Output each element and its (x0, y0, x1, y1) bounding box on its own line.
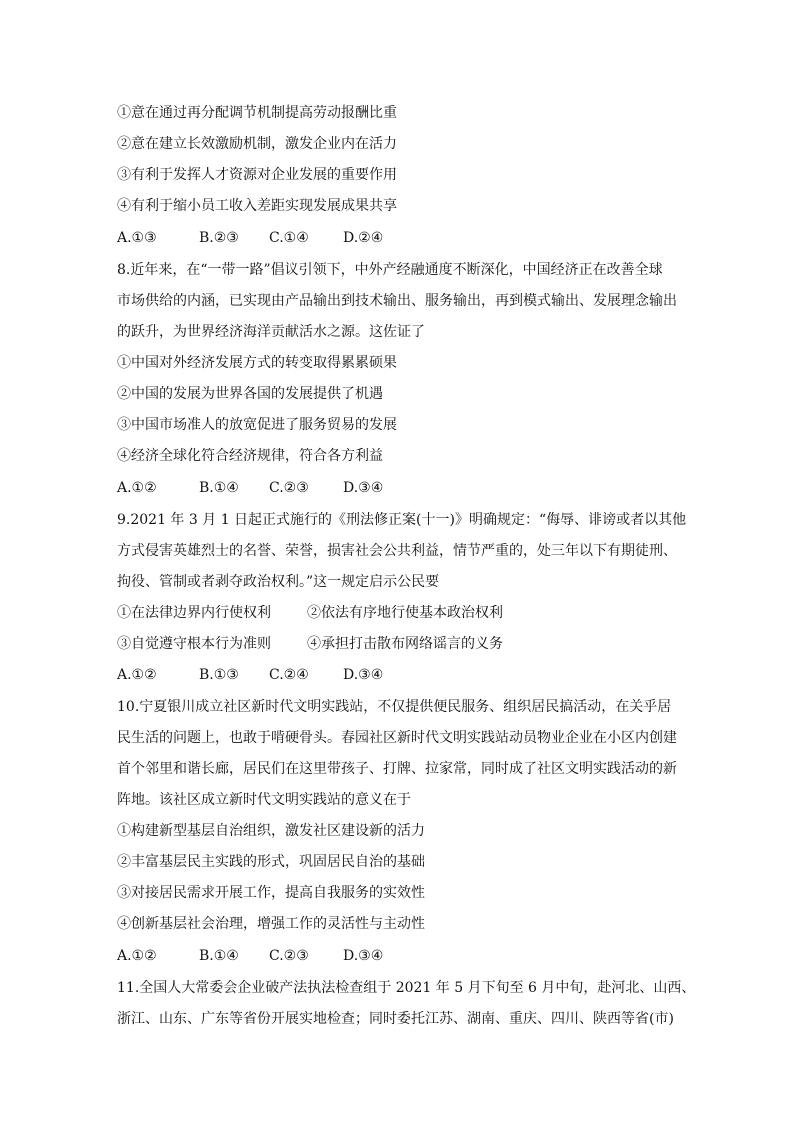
q9-choices (117, 665, 403, 685)
q8-option-2: ②中国的发展为世界各国的发展提供了机遇 (117, 386, 383, 402)
q8-option-4: ④经济全球化符合经济规律，符合各方利益 (117, 448, 383, 464)
q8-option-1: ①中国对外经济发展方式的转变取得累累硕果 (117, 355, 397, 371)
q10-choice-b: B.①④ (199, 948, 239, 964)
q9-choice-d: D.③④ (343, 667, 384, 683)
q10-stem-line-1: 10.宁夏银川成立社区新时代文明实践站，不仅提供便民服务、组织居民搞活动，在关乎居 (117, 699, 672, 715)
q8-stem-line-2: 市场供给的内涵，已实现由产品输出到技术输出、服务输出，再到模式输出、发展理念输出 (117, 293, 677, 309)
q9-options-row-1 (117, 603, 503, 623)
q10-option-4: ④创新基层社会治理，增强工作的灵活性与主动性 (117, 916, 425, 932)
q10-choice-d: D.③④ (343, 948, 384, 964)
q7-choice-a: A.①③ (117, 230, 157, 246)
q8-choice-b: B.①④ (199, 480, 239, 496)
q8-stem-line-3: 的跃升，为世界经济海洋贡献活水之源。这佐证了 (117, 324, 425, 340)
q10-stem-line-4: 阵地。该社区成立新时代文明实践站的意义在于 (117, 792, 411, 808)
q8-choices (117, 478, 403, 498)
q7-option-4: ④有利于缩小员工收入差距实现发展成果共享 (117, 198, 397, 214)
q9-option-2: ②依法有序地行使基本政治权利 (307, 605, 503, 621)
q10-choices (117, 946, 403, 966)
q10-choice-a: A.①② (117, 948, 157, 964)
q7-choice-d: D.②④ (343, 230, 384, 246)
q9-option-3: ③自觉遵守根本行为准则 (117, 636, 271, 652)
q9-options-row-2 (117, 634, 503, 654)
q9-choice-c: C.②④ (269, 667, 309, 683)
q10-choice-c: C.②③ (269, 948, 309, 964)
q9-choice-b: B.①③ (199, 667, 239, 683)
q10-option-3: ③对接居民需求开展工作，提高自我服务的实效性 (117, 885, 425, 901)
q10-stem-line-2: 民生活的问题上，也敢于啃硬骨头。春园社区新时代文明实践站动员物业企业在小区内创建 (117, 730, 677, 746)
q9-option-1: ①在法律边界内行使权利 (117, 605, 271, 621)
q11-stem-line-2: 浙江、山东、广东等省份开展实地检查；同时委托江苏、湖南、重庆、四川、陕西等省(市) (117, 1011, 674, 1027)
q9-stem-line-1: 9.2021 年 3 月 1 日起正式施行的《刑法修正案(十一)》明确规定：“侮辱、诽谤或者以其他 (117, 512, 687, 528)
q7-choice-c: C.①④ (269, 230, 309, 246)
q7-option-3: ③有利于发挥人才资源对企业发展的重要作用 (117, 167, 397, 183)
q7-option-1: ①意在通过再分配调节机制提高劳动报酬比重 (117, 105, 397, 121)
q7-choice-b: B.②③ (199, 230, 239, 246)
q8-choice-a: A.①② (117, 480, 157, 496)
q10-option-2: ②丰富基层民主实践的形式，巩固居民自治的基础 (117, 854, 425, 870)
q11-stem-line-1: 11.全国人大常委会企业破产法执法检查组于 2021 年 5 月下旬至 6 月中旬，赴河北、山西、 (117, 980, 696, 996)
q10-stem-line-3: 首个邻里和谐长廊，居民们在这里带孩子、打牌、拉家常，同时成了社区文明实践活动的新 (117, 761, 677, 777)
q10-option-1: ①构建新型基层自治组织，激发社区建设新的活力 (117, 823, 425, 839)
q8-choice-c: C.②③ (269, 480, 309, 496)
q9-option-4: ④承担打击散布网络谣言的义务 (307, 636, 503, 652)
q7-option-2: ②意在建立长效激励机制，激发企业内在活力 (117, 136, 397, 152)
q8-stem-line-1: 8.近年来，在“一带一路”倡议引领下，中外产经融通度不断深化，中国经济正在改善全球 (117, 262, 663, 278)
q9-choice-a: A.①② (117, 667, 157, 683)
q8-option-3: ③中国市场准人的放宽促进了服务贸易的发展 (117, 417, 397, 433)
q9-stem-line-3: 拘役、管制或者剥夺政治权利。”这一规定启示公民要 (117, 574, 440, 590)
q9-stem-line-2: 方式侵害英雄烈士的名誉、荣誉，损害社会公共利益，情节严重的，处三年以下有期徒刑、 (117, 543, 677, 559)
q7-choices (117, 228, 403, 248)
q8-choice-d: D.③④ (343, 480, 384, 496)
